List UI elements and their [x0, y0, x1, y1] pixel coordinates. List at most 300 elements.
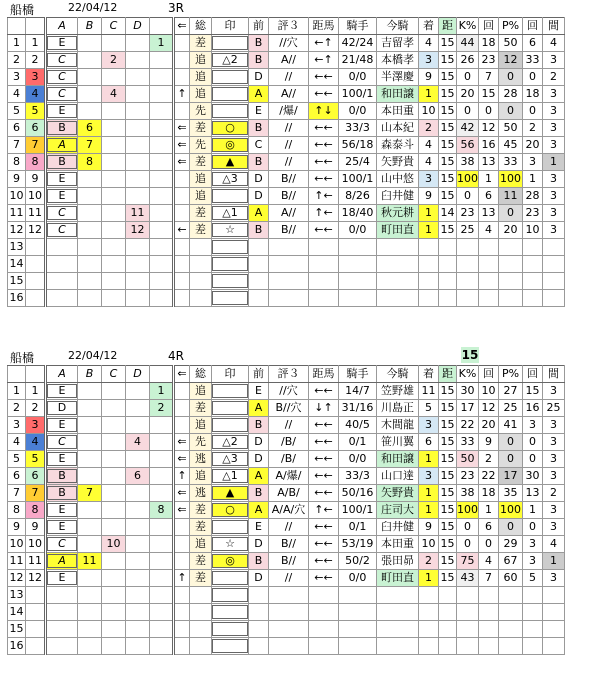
cell-mark	[212, 154, 249, 171]
cell-mark	[212, 188, 249, 205]
cell-style: 先	[190, 103, 212, 120]
cell-style: 追	[190, 69, 212, 86]
cell-w: 5	[26, 451, 46, 468]
cell-finish	[419, 273, 439, 290]
cell-w: 2	[26, 400, 46, 417]
cell-r1: 2	[479, 451, 499, 468]
cell-e	[150, 205, 174, 222]
venue-label: 船橋	[10, 3, 35, 17]
column-header: 評３	[269, 18, 309, 35]
rank-box: C	[47, 70, 77, 84]
cell-front	[249, 638, 269, 655]
rank-box: E	[47, 189, 77, 203]
cell-front: D	[249, 171, 269, 188]
cell-dist: ←←	[309, 570, 339, 587]
rank-box: E	[47, 104, 77, 118]
cell-e	[150, 638, 174, 655]
venue-label: 船橋	[10, 351, 35, 365]
cell-arrow	[174, 171, 190, 188]
cell-style: 差	[190, 570, 212, 587]
cell-k: 30	[457, 383, 479, 400]
table-row	[8, 434, 565, 451]
cell-p: 60	[499, 570, 523, 587]
cell-today: 川島正	[377, 400, 419, 417]
cell-gap	[543, 621, 565, 638]
cell-dist	[309, 239, 339, 256]
cell-style: 先	[190, 137, 212, 154]
cell-d2: 15	[439, 103, 457, 120]
cell-finish: 3	[419, 468, 439, 485]
cell-finish	[419, 604, 439, 621]
cell-k: 0	[457, 69, 479, 86]
column-header: 総	[190, 366, 212, 383]
table-row	[8, 222, 565, 239]
cell-p: 20	[499, 222, 523, 239]
cell-today	[377, 621, 419, 638]
mark-box: △1	[212, 469, 248, 483]
cell-arrow	[174, 587, 190, 604]
cell-e	[150, 451, 174, 468]
cell-style: 追	[190, 86, 212, 103]
column-header: 印	[212, 18, 249, 35]
cell-r1: 0	[479, 103, 499, 120]
table-header-row	[8, 366, 565, 383]
cell-style: 追	[190, 171, 212, 188]
cell-jockey: 100/1	[339, 86, 377, 103]
cell-front: B	[249, 52, 269, 69]
cell-front: B	[249, 417, 269, 434]
cell-c	[126, 604, 150, 621]
cell-r1: 15	[479, 86, 499, 103]
cell-d2: 15	[439, 171, 457, 188]
table-row	[8, 451, 565, 468]
cell-a	[78, 519, 102, 536]
cell-jockey: 0/0	[339, 103, 377, 120]
cell-a	[78, 239, 102, 256]
cell-r2: 1	[523, 502, 543, 519]
cell-b	[102, 273, 126, 290]
cell-r2: 16	[523, 400, 543, 417]
cell-b	[102, 290, 126, 307]
cell-no: 11	[8, 205, 26, 222]
race-title-bar	[0, 0, 600, 17]
cell-eval: A//	[269, 205, 309, 222]
table-row	[8, 120, 565, 137]
cell-rank	[46, 137, 78, 154]
cell-style: 差	[190, 35, 212, 52]
cell-r1	[479, 256, 499, 273]
cell-a	[78, 502, 102, 519]
cell-today: 矢野貴	[377, 154, 419, 171]
cell-jockey: 56/18	[339, 137, 377, 154]
cell-d2: 15	[439, 553, 457, 570]
cell-no: 1	[8, 383, 26, 400]
cell-mark	[212, 120, 249, 137]
cell-arrow	[174, 103, 190, 120]
cell-e	[150, 587, 174, 604]
cell-r2: 3	[523, 536, 543, 553]
cell-b	[102, 35, 126, 52]
cell-w: 1	[26, 35, 46, 52]
cell-d2	[439, 290, 457, 307]
cell-arrow: ↑	[174, 570, 190, 587]
cell-front: A	[249, 86, 269, 103]
column-header: B	[78, 366, 102, 383]
cell-mark	[212, 103, 249, 120]
cell-no: 3	[8, 417, 26, 434]
cell-p: 12	[499, 52, 523, 69]
column-header: 今騎	[377, 18, 419, 35]
cell-rank	[46, 638, 78, 655]
cell-mark	[212, 52, 249, 69]
cell-k	[457, 621, 479, 638]
cell-style: 追	[190, 536, 212, 553]
cell-c	[126, 383, 150, 400]
cell-front: D	[249, 536, 269, 553]
cell-p: 35	[499, 485, 523, 502]
cell-gap: 4	[543, 536, 565, 553]
cell-p: 41	[499, 417, 523, 434]
cell-k: 56	[457, 137, 479, 154]
column-header: K%	[457, 366, 479, 383]
cell-front	[249, 587, 269, 604]
cell-dist: ←←	[309, 383, 339, 400]
cell-r2: 20	[523, 137, 543, 154]
cell-r2	[523, 239, 543, 256]
cell-r2	[523, 290, 543, 307]
cell-rank	[46, 400, 78, 417]
mark-box	[212, 520, 248, 534]
cell-finish: 1	[419, 570, 439, 587]
cell-finish: 3	[419, 417, 439, 434]
cell-b	[102, 519, 126, 536]
cell-gap: 3	[543, 86, 565, 103]
cell-a	[78, 604, 102, 621]
cell-b	[102, 434, 126, 451]
cell-gap	[543, 239, 565, 256]
cell-w	[26, 256, 46, 273]
column-header: 距馬	[309, 18, 339, 35]
cell-today: 山口達	[377, 468, 419, 485]
cell-gap: 3	[543, 171, 565, 188]
cell-arrow	[174, 638, 190, 655]
column-header: 回	[479, 18, 499, 35]
table-row	[8, 383, 565, 400]
mark-box: ▲	[212, 486, 248, 500]
cell-w: 5	[26, 103, 46, 120]
column-header: 回	[479, 366, 499, 383]
table-row	[8, 69, 565, 86]
cell-k	[457, 638, 479, 655]
cell-arrow: ↑	[174, 468, 190, 485]
column-header: 着	[419, 366, 439, 383]
cell-p: 50	[499, 35, 523, 52]
cell-k: 100	[457, 502, 479, 519]
cell-finish: 10	[419, 536, 439, 553]
cell-e	[150, 604, 174, 621]
cell-gap: 3	[543, 103, 565, 120]
table-row	[8, 52, 565, 69]
cell-c: 12	[126, 222, 150, 239]
cell-gap: 4	[543, 35, 565, 52]
cell-front: A	[249, 468, 269, 485]
cell-style	[190, 604, 212, 621]
cell-k: 43	[457, 570, 479, 587]
cell-dist: ←←	[309, 417, 339, 434]
cell-eval	[269, 256, 309, 273]
column-header: 回	[523, 18, 543, 35]
cell-d2: 15	[439, 383, 457, 400]
cell-no: 12	[8, 222, 26, 239]
cell-arrow: ↑	[174, 86, 190, 103]
cell-r2: 0	[523, 519, 543, 536]
cell-p: 100	[499, 502, 523, 519]
cell-r2: 0	[523, 451, 543, 468]
rank-box: C	[47, 537, 77, 551]
cell-d2: 15	[439, 519, 457, 536]
cell-a	[78, 222, 102, 239]
cell-front: A	[249, 205, 269, 222]
cell-d2: 15	[439, 468, 457, 485]
cell-jockey: 8/26	[339, 188, 377, 205]
cell-gap: 3	[543, 502, 565, 519]
cell-gap: 3	[543, 434, 565, 451]
cell-a	[78, 383, 102, 400]
column-header: 騎手	[339, 18, 377, 35]
cell-finish: 4	[419, 154, 439, 171]
cell-e	[150, 120, 174, 137]
cell-style: 差	[190, 154, 212, 171]
cell-no: 16	[8, 290, 26, 307]
cell-jockey	[339, 604, 377, 621]
cell-today	[377, 290, 419, 307]
race-title-bar	[0, 348, 600, 365]
column-header: A	[46, 18, 78, 35]
cell-w: 10	[26, 536, 46, 553]
cell-b	[102, 137, 126, 154]
table-row	[8, 519, 565, 536]
cell-e	[150, 52, 174, 69]
column-header: 距	[439, 18, 457, 35]
cell-dist: ←←	[309, 69, 339, 86]
cell-p: 33	[499, 154, 523, 171]
cell-eval: A/B/	[269, 485, 309, 502]
cell-finish: 1	[419, 485, 439, 502]
cell-p: 28	[499, 86, 523, 103]
cell-jockey: 0/1	[339, 434, 377, 451]
cell-style: 差	[190, 222, 212, 239]
cell-r2: 3	[523, 417, 543, 434]
cell-gap	[543, 638, 565, 655]
cell-dist: ←←	[309, 120, 339, 137]
cell-finish: 2	[419, 553, 439, 570]
cell-r2: 33	[523, 52, 543, 69]
cell-r1: 20	[479, 417, 499, 434]
cell-c: 6	[126, 468, 150, 485]
cell-a	[78, 570, 102, 587]
cell-r2: 10	[523, 222, 543, 239]
cell-r1: 7	[479, 69, 499, 86]
cell-jockey: 33/3	[339, 468, 377, 485]
cell-dist: ←←	[309, 434, 339, 451]
rank-box: C	[47, 435, 77, 449]
cell-arrow	[174, 604, 190, 621]
cell-k: 26	[457, 52, 479, 69]
mark-box	[212, 189, 248, 203]
cell-p: 17	[499, 468, 523, 485]
cell-a	[78, 587, 102, 604]
cell-style	[190, 621, 212, 638]
cell-r1: 7	[479, 570, 499, 587]
cell-c	[126, 52, 150, 69]
cell-a	[78, 621, 102, 638]
cell-style	[190, 256, 212, 273]
cell-front: D	[249, 434, 269, 451]
cell-p: 50	[499, 120, 523, 137]
cell-style: 差	[190, 120, 212, 137]
table-row	[8, 154, 565, 171]
rank-box: C	[47, 87, 77, 101]
cell-k: 75	[457, 553, 479, 570]
cell-arrow	[174, 400, 190, 417]
cell-eval	[269, 273, 309, 290]
cell-gap: 3	[543, 120, 565, 137]
cell-e: 8	[150, 502, 174, 519]
cell-arrow: ⇐	[174, 451, 190, 468]
cell-d2: 14	[439, 205, 457, 222]
table-row	[8, 86, 565, 103]
cell-e	[150, 519, 174, 536]
cell-front: B	[249, 35, 269, 52]
cell-gap: 3	[543, 52, 565, 69]
cell-e	[150, 188, 174, 205]
mark-box	[212, 401, 248, 415]
race-number: 3R	[168, 1, 184, 15]
cell-r2: 0	[523, 103, 543, 120]
cell-d2: 15	[439, 417, 457, 434]
cell-rank	[46, 519, 78, 536]
cell-jockey	[339, 273, 377, 290]
cell-k	[457, 604, 479, 621]
cell-d2: 15	[439, 35, 457, 52]
column-header: 距馬	[309, 366, 339, 383]
cell-d2	[439, 256, 457, 273]
cell-d2: 15	[439, 188, 457, 205]
mark-box: △2	[212, 53, 248, 67]
column-header: ⇐	[174, 18, 190, 35]
cell-k	[457, 256, 479, 273]
table-row	[8, 290, 565, 307]
cell-eval: B//	[269, 188, 309, 205]
cell-mark	[212, 171, 249, 188]
cell-style: 追	[190, 468, 212, 485]
cell-no: 6	[8, 468, 26, 485]
mark-box: ☆	[212, 223, 248, 237]
mark-box: ▲	[212, 155, 248, 169]
cell-gap: 2	[543, 69, 565, 86]
cell-rank	[46, 256, 78, 273]
cell-no: 7	[8, 485, 26, 502]
cell-rank	[46, 120, 78, 137]
cell-r1: 13	[479, 154, 499, 171]
rank-box: E	[47, 172, 77, 186]
cell-rank	[46, 502, 78, 519]
cell-b: 10	[102, 536, 126, 553]
cell-r1: 22	[479, 468, 499, 485]
column-header	[26, 18, 46, 35]
cell-arrow: ⇐	[174, 154, 190, 171]
cell-rank	[46, 222, 78, 239]
rank-box: B	[47, 469, 77, 483]
cell-w	[26, 604, 46, 621]
cell-b	[102, 587, 126, 604]
cell-rank	[46, 468, 78, 485]
race-table	[7, 17, 565, 307]
cell-mark	[212, 519, 249, 536]
cell-e	[150, 417, 174, 434]
cell-a	[78, 451, 102, 468]
cell-today: 本橋孝	[377, 52, 419, 69]
rank-box: E	[47, 418, 77, 432]
cell-arrow	[174, 256, 190, 273]
cell-a	[78, 171, 102, 188]
cell-no: 8	[8, 502, 26, 519]
mark-box	[212, 240, 248, 254]
table-row	[8, 103, 565, 120]
cell-dist: ↑←	[309, 502, 339, 519]
cell-gap: 1	[543, 154, 565, 171]
cell-dist	[309, 273, 339, 290]
cell-today	[377, 638, 419, 655]
cell-no: 1	[8, 35, 26, 52]
cell-r1	[479, 273, 499, 290]
cell-dist: ←←	[309, 154, 339, 171]
distance-badge: 15	[461, 348, 479, 362]
cell-b	[102, 417, 126, 434]
cell-arrow	[174, 417, 190, 434]
cell-w: 4	[26, 434, 46, 451]
rank-box: C	[47, 53, 77, 67]
cell-w: 7	[26, 485, 46, 502]
cell-front	[249, 273, 269, 290]
cell-today: 秋元耕	[377, 205, 419, 222]
cell-eval: B//	[269, 171, 309, 188]
cell-jockey: 25/4	[339, 154, 377, 171]
mark-box: ○	[212, 503, 248, 517]
cell-k: 38	[457, 485, 479, 502]
cell-w: 12	[26, 570, 46, 587]
cell-mark	[212, 273, 249, 290]
cell-d2: 15	[439, 154, 457, 171]
cell-w	[26, 621, 46, 638]
cell-a: 11	[78, 553, 102, 570]
cell-front: D	[249, 451, 269, 468]
cell-eval: B//穴	[269, 400, 309, 417]
cell-finish	[419, 587, 439, 604]
cell-today: 本田重	[377, 536, 419, 553]
cell-style	[190, 239, 212, 256]
cell-front: B	[249, 154, 269, 171]
column-header: 回	[523, 366, 543, 383]
table-row	[8, 239, 565, 256]
cell-r2	[523, 273, 543, 290]
cell-gap	[543, 290, 565, 307]
cell-front: B	[249, 485, 269, 502]
cell-eval	[269, 290, 309, 307]
cell-eval: A//	[269, 52, 309, 69]
cell-rank	[46, 239, 78, 256]
cell-dist: ←←	[309, 222, 339, 239]
